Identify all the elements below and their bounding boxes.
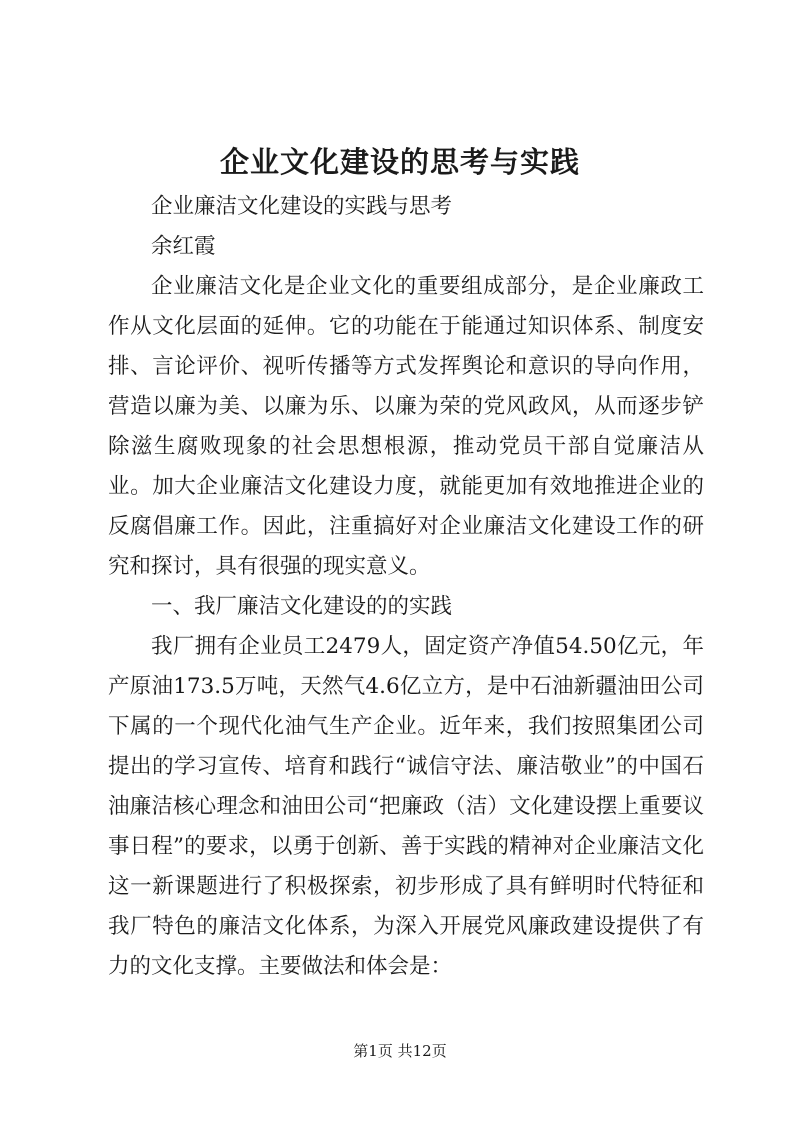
body-paragraph: 企业廉洁文化是企业文化的重要组成部分，是企业廉政工作从文化层面的延伸。它的功能在于能通过知识体系、制度安排、言论评价、视听传播等方式发挥舆论和意识的导向作用，营造以廉为美、以廉为乐、以廉为荣的党风政风，从而逐步铲除滋生腐败现象的社会思想根源，推动党员干部自觉廉洁从业。加大企业廉洁文化建设力度，就能更加有效地推进企业的反腐倡廉工作。因此，注重搞好对企业廉洁文化建设工作的研究和探讨，具有很强的现实意义。 (108, 274, 704, 579)
page-footer: 第1页 共12页 (353, 1042, 447, 1060)
body-paragraph: 我厂拥有企业员工2479人，固定资产净值54.50亿元，年产原油173.5万吨，天然气4.6亿立方，是中石油新疆油田公司下属的一个现代化油气生产企业。近年来，我们按照集团公司提出的学习宣传、培育和践行“诚信守法、廉洁敬业”的中国石油廉洁核心理念和油田公司“把廉政（洁）文化建设摆上重要议事日程”的要求，以勇于创新、善于实践的精神对企业廉洁文化这一新课题进行了积极探索，初步形成了具有鲜明时代特征和我厂特色的廉洁文化体系，为深入开展党风廉政建设提供了有力的文化支撑。主要做法和体会是： (108, 634, 704, 979)
document-body (108, 187, 704, 987)
subtitle-paragraph: 企业廉洁文化建设的实践与思考 (151, 194, 453, 219)
author-paragraph: 余红霞 (151, 234, 216, 259)
section-heading: 一、我厂廉洁文化建设的的实践 (151, 594, 453, 619)
document-title: 企业文化建设的思考与实践 (219, 145, 580, 179)
